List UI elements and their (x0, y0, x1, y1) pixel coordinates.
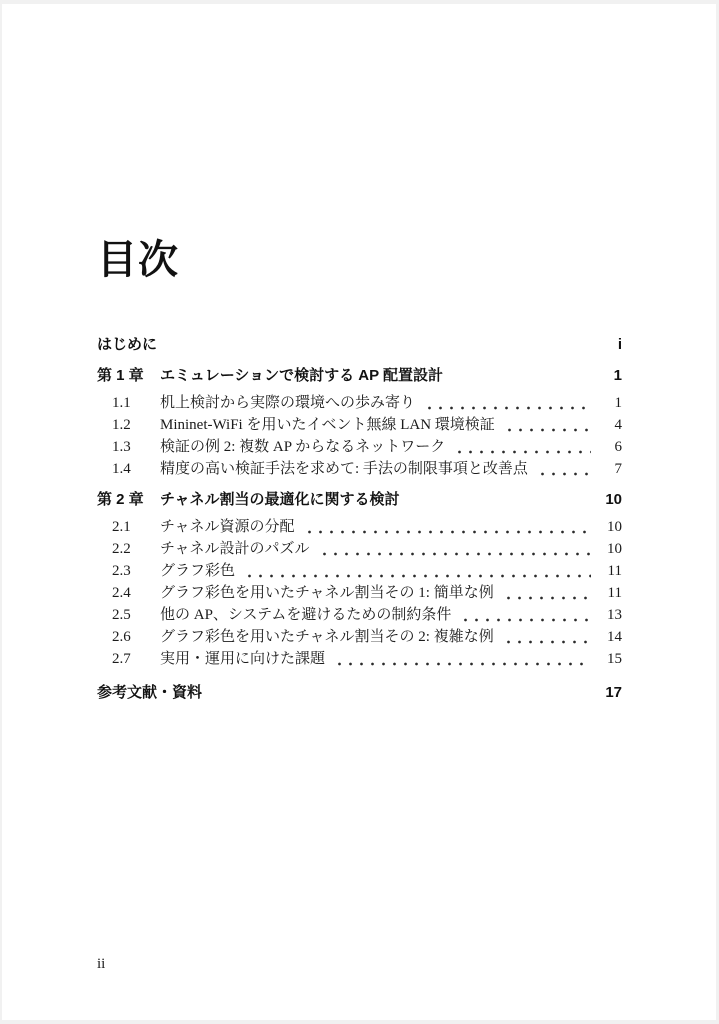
toc-entry-page: 11 (607, 563, 622, 579)
dot-leader-icon (304, 516, 591, 538)
toc-entry (97, 582, 622, 604)
toc-entry-title: チャネル設計のパズル (160, 541, 310, 557)
toc-entry-page: 15 (607, 651, 622, 667)
dot-leader-icon (409, 489, 591, 511)
dot-leader-icon (211, 682, 591, 704)
toc-entry-page: 10 (607, 541, 622, 557)
toc-entry (97, 538, 622, 560)
toc-entry-title: はじめに (97, 336, 158, 353)
toc-entry-number: 第 1 章 (97, 367, 144, 384)
dot-leader-icon (504, 414, 591, 436)
toc-entry-number: 2.2 (112, 541, 131, 557)
toc-entry (97, 516, 622, 538)
toc-entry-page: 11 (607, 585, 622, 601)
toc-entry (97, 414, 622, 436)
dot-leader-icon (460, 604, 591, 626)
toc-entry-number: 第 2 章 (97, 491, 144, 508)
dot-leader-icon (503, 626, 591, 648)
toc-entry-title: グラフ彩色 (160, 563, 236, 579)
toc-entry-page: i (617, 336, 622, 353)
toc-entry-page: 10 (607, 519, 622, 535)
toc-entry-title: 精度の高い検証手法を求めて: 手法の制限事項と改善点 (160, 461, 528, 477)
toc-entry-title: Mininet-WiFi を用いたイベント無線 LAN 環境検証 (160, 417, 495, 433)
toc-entry-page: 10 (605, 491, 622, 508)
dot-leader-icon (503, 582, 591, 604)
toc-entry-title: 実用・運用に向けた課題 (160, 651, 326, 667)
toc-entry-page: 6 (614, 439, 622, 455)
toc-entry-title: グラフ彩色を用いたチャネル割当その 2: 複雑な例 (160, 629, 494, 645)
toc-entry-page: 1 (614, 395, 622, 411)
dot-leader-icon (319, 538, 591, 560)
toc-entry-number: 2.5 (112, 607, 131, 623)
toc-entry-page: 17 (605, 684, 622, 701)
toc-entry-page: 1 (613, 367, 622, 384)
toc-entry (97, 392, 622, 414)
document-page (2, 4, 716, 1020)
dot-leader-icon (454, 436, 591, 458)
toc-entry-title: チャネル割当の最適化に関する検討 (160, 491, 400, 508)
toc-entry (97, 604, 622, 626)
toc-entry (97, 436, 622, 458)
toc-entry-title: エミュレーションで検討する AP 配置設計 (160, 367, 444, 384)
dot-leader-icon (334, 648, 591, 670)
dot-leader-icon (537, 458, 591, 480)
toc-entry-title: 机上検討から実際の環境への歩み寄り (160, 395, 416, 411)
toc-entry-number: 2.1 (112, 519, 131, 535)
toc-entry-page: 4 (614, 417, 622, 433)
toc-entry-number: 2.3 (112, 563, 131, 579)
dot-leader-icon (452, 365, 591, 387)
page-title: 目次 (97, 237, 179, 282)
toc-entry (97, 560, 622, 582)
toc-entry-number: 2.7 (112, 651, 131, 667)
toc-entry (97, 648, 622, 670)
dot-leader-icon (244, 560, 591, 582)
toc-entry (97, 365, 622, 387)
toc-entry-title: グラフ彩色を用いたチャネル割当その 1: 簡単な例 (160, 585, 494, 601)
toc-entry-number: 2.4 (112, 585, 131, 601)
toc-entry-page: 13 (607, 607, 622, 623)
toc-entry-number: 1.4 (112, 461, 131, 477)
toc-entry-number: 1.2 (112, 417, 131, 433)
toc-entry (97, 682, 622, 704)
dot-leader-icon (166, 334, 591, 356)
toc-entry-title: 他の AP、システムを避けるための制約条件 (160, 607, 452, 623)
toc-entry-title: 参考文献・資料 (97, 684, 203, 701)
toc-entry-number: 1.3 (112, 439, 131, 455)
footer-page-number: ii (97, 956, 106, 972)
toc-entry (97, 626, 622, 648)
toc-entry (97, 334, 622, 356)
toc-entry-page: 7 (614, 461, 622, 477)
toc-entry (97, 489, 622, 511)
toc-entry-page: 14 (607, 629, 622, 645)
table-of-contents (97, 334, 622, 704)
dot-leader-icon (424, 392, 591, 414)
toc-entry-title: チャネル資源の分配 (160, 519, 295, 535)
toc-entry-title: 検証の例 2: 複数 AP からなるネットワーク (160, 439, 446, 455)
toc-entry (97, 458, 622, 480)
toc-entry-number: 1.1 (112, 395, 131, 411)
toc-entry-number: 2.6 (112, 629, 131, 645)
